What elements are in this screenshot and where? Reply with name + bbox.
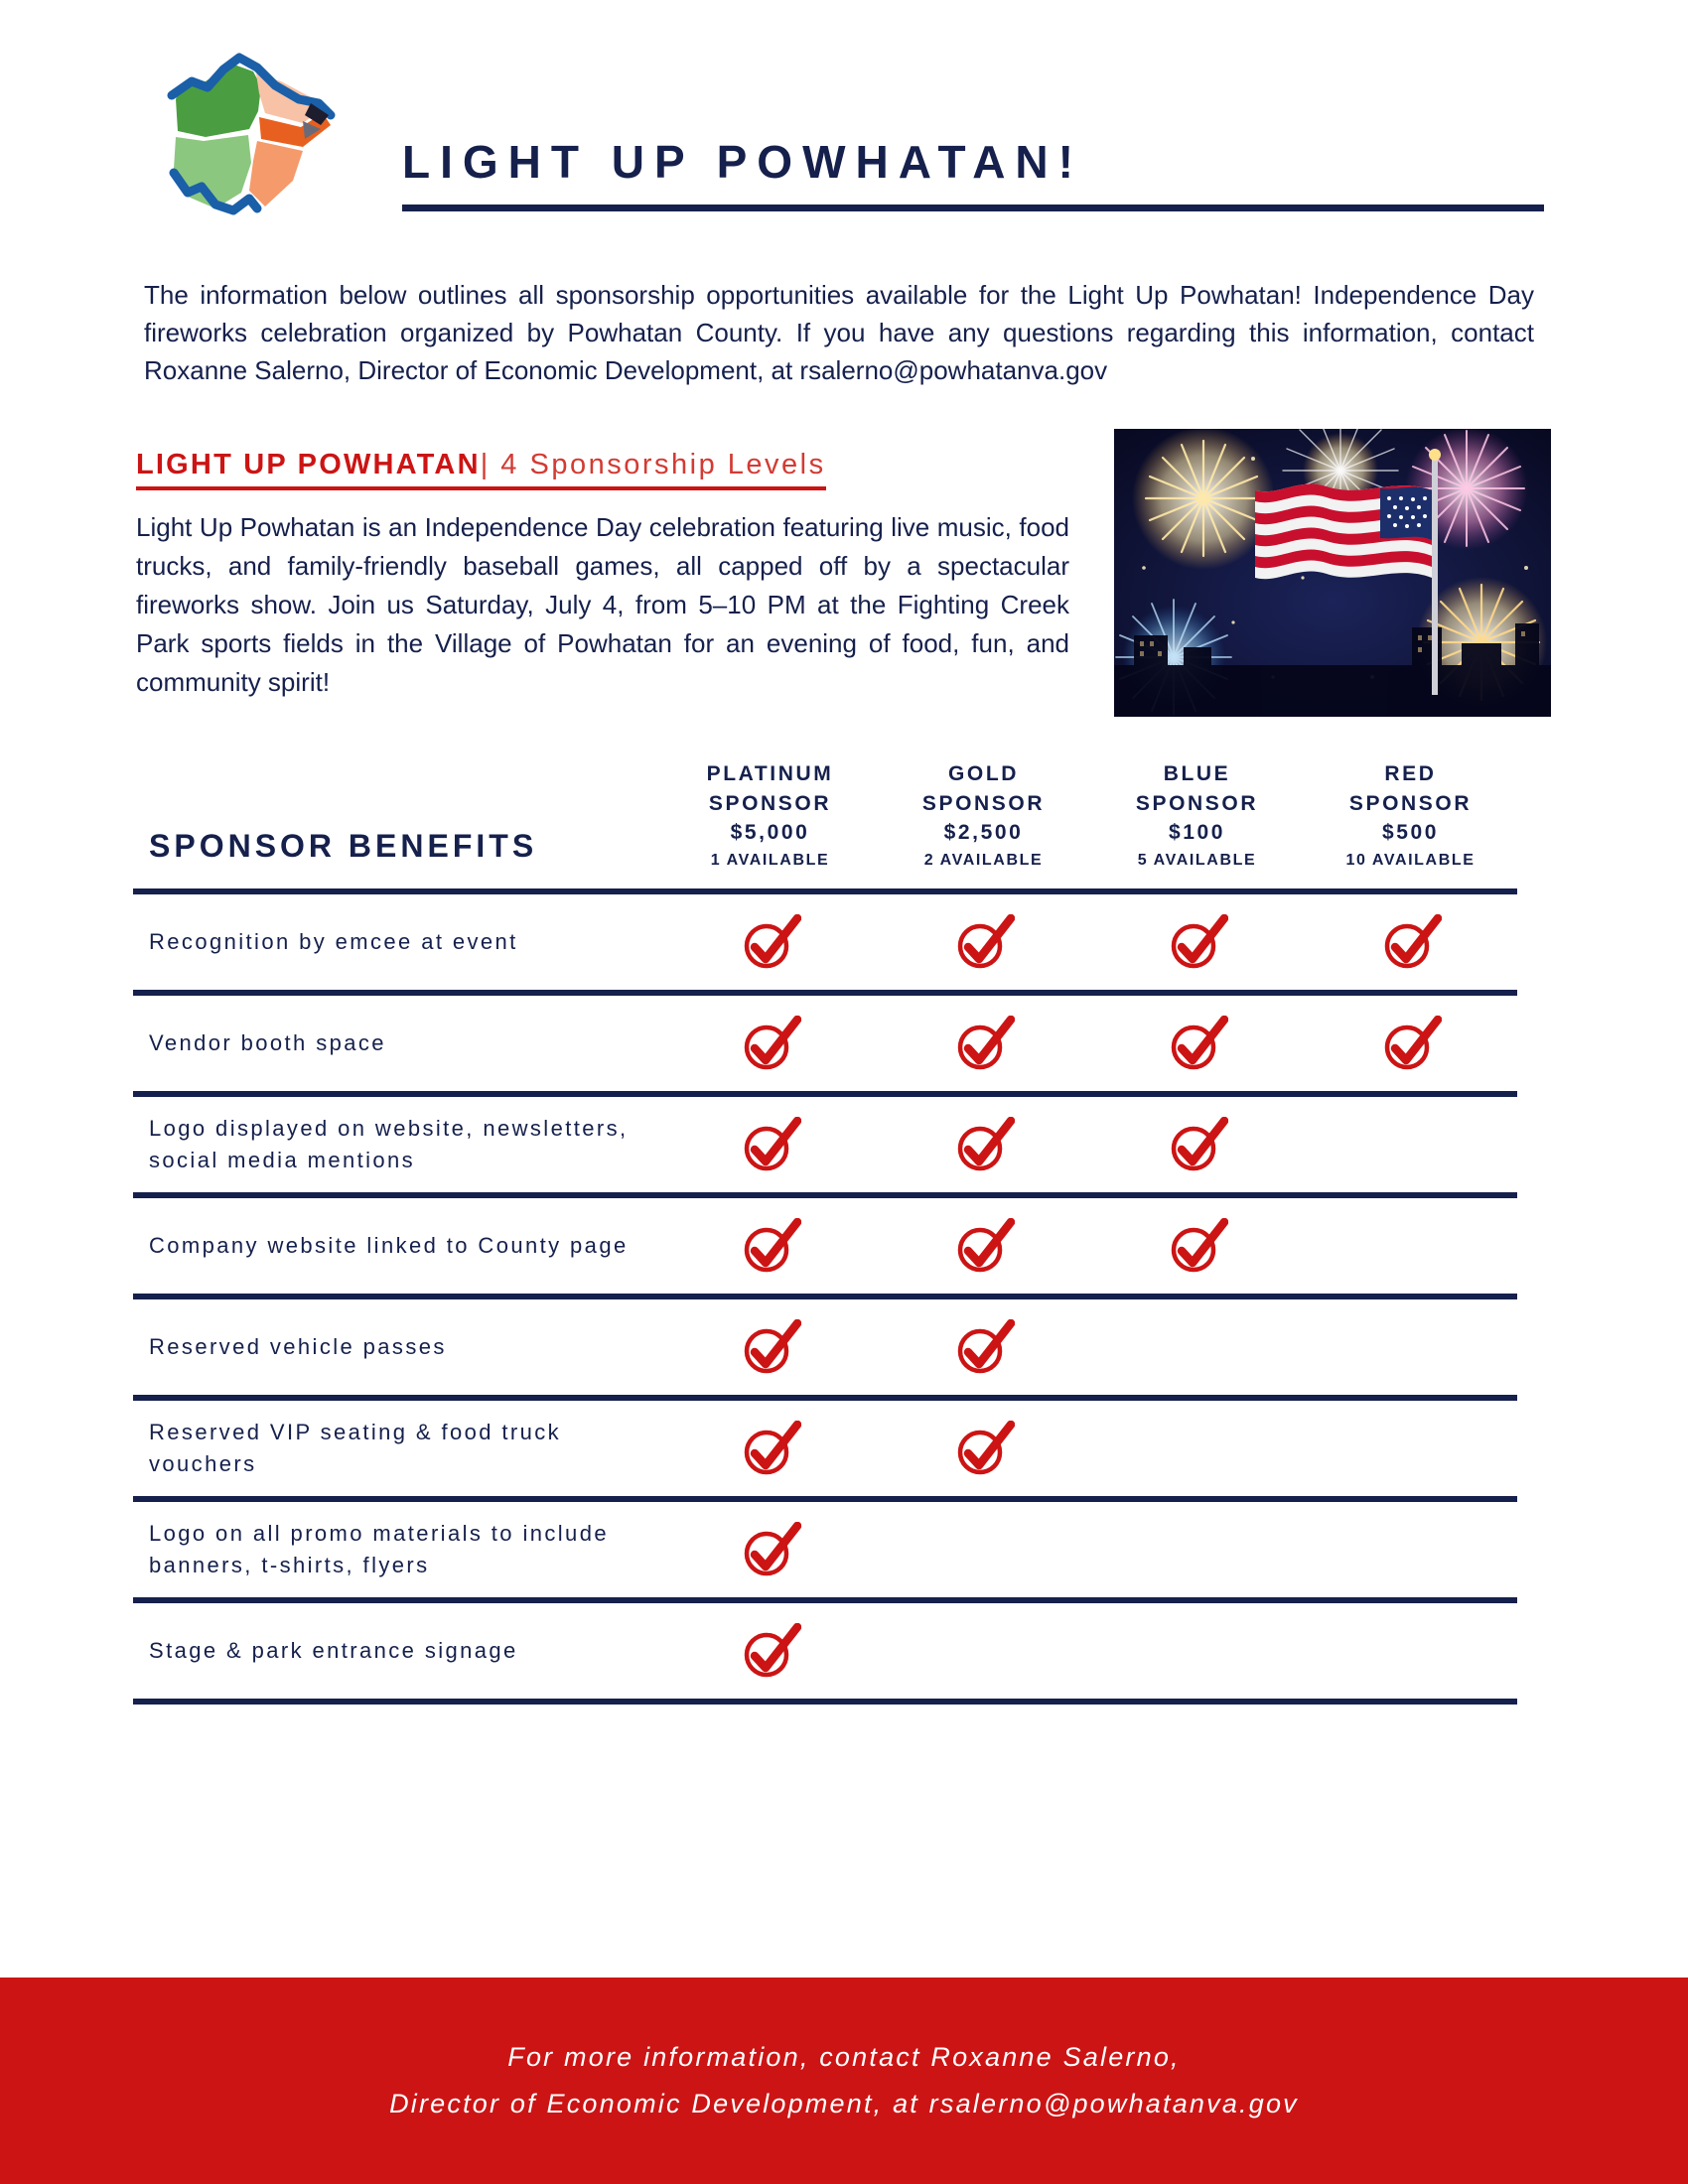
title-divider	[402, 205, 1544, 211]
page-header	[0, 0, 1688, 248]
tier-sponsor-label: SPONSOR	[921, 791, 1046, 815]
tier-availability: 5 AVAILABLE	[1137, 852, 1257, 870]
checkmark-icon	[1167, 914, 1228, 970]
benefit-cell	[1304, 1319, 1517, 1375]
table-row	[133, 1603, 1517, 1699]
benefit-cell	[877, 1319, 1090, 1375]
benefit-cell	[1304, 1218, 1517, 1274]
benefit-label: Logo on all promo materials to include banners, t-shirts, flyers	[149, 1521, 609, 1577]
benefit-cell	[1090, 1522, 1304, 1577]
tier-price: $2,500	[943, 821, 1024, 845]
footer-line-2: Director of Economic Development, at rsalerno@powhatanva.gov	[389, 2089, 1299, 2118]
checkmark-icon	[1167, 1016, 1228, 1071]
benefit-cell	[663, 1522, 877, 1577]
checkmark-icon	[1167, 1218, 1228, 1274]
tier-sponsor-label: SPONSOR	[1348, 791, 1473, 815]
benefit-cell	[877, 1623, 1090, 1679]
benefit-cell	[663, 1117, 877, 1172]
benefit-cell	[1304, 1623, 1517, 1679]
benefit-cell	[1090, 1421, 1304, 1476]
page-title: LIGHT UP POWHATAN!	[402, 136, 1083, 188]
benefit-cell	[1090, 1218, 1304, 1274]
benefit-cell	[1090, 1016, 1304, 1071]
benefit-cell	[1304, 1421, 1517, 1476]
checkmark-icon	[740, 914, 801, 970]
benefit-cell	[877, 1117, 1090, 1172]
benefit-cell	[663, 1218, 877, 1274]
table-row	[133, 996, 1517, 1091]
title-block	[402, 136, 1554, 211]
benefit-label: Recognition by emcee at event	[149, 929, 518, 955]
tier-header-gold	[877, 759, 1090, 888]
row-divider	[133, 1699, 1517, 1705]
checkmark-icon	[953, 1218, 1015, 1274]
benefits-column-header: SPONSOR BENEFITS	[149, 828, 538, 864]
intro-paragraph: The information below outlines all sponsorship opportunities available for the Light Up Powhatan! Independence Day fireworks celebration organized by Powhatan County. If you have any questions regarding this information, contact Roxanne Salerno, Director of Economic Development, at rsalerno@powhatanva.gov	[144, 280, 1534, 386]
sponsor-benefits-table	[133, 735, 1517, 1705]
benefit-cell	[1090, 1117, 1304, 1172]
benefit-cell	[1090, 914, 1304, 970]
table-row	[133, 1299, 1517, 1395]
tier-availability: 1 AVAILABLE	[710, 852, 830, 870]
benefit-cell	[1304, 1016, 1517, 1071]
tier-name: RED	[1384, 761, 1437, 785]
benefit-cell	[877, 1016, 1090, 1071]
checkmark-icon	[1380, 914, 1442, 970]
table-header-row	[133, 735, 1517, 888]
checkmark-icon	[740, 1218, 801, 1274]
footer-line-1: For more information, contact Roxanne Salerno,	[507, 2041, 1181, 2072]
about-heading	[136, 449, 826, 490]
table-row	[133, 1502, 1517, 1597]
benefit-label: Company website linked to County page	[149, 1233, 629, 1259]
checkmark-icon	[740, 1319, 801, 1375]
checkmark-icon	[953, 1016, 1015, 1071]
table-row	[133, 1198, 1517, 1294]
checkmark-icon	[740, 1016, 801, 1071]
page-footer	[0, 1978, 1688, 2184]
benefit-cell	[1304, 914, 1517, 970]
about-heading-bold: LIGHT UP POWHATAN	[136, 449, 481, 480]
tier-sponsor-label: SPONSOR	[1135, 791, 1259, 815]
checkmark-icon	[1167, 1117, 1228, 1172]
tier-name: PLATINUM	[706, 761, 834, 785]
benefit-cell	[663, 1016, 877, 1071]
about-heading-light: | 4 Sponsorship Levels	[480, 449, 826, 480]
benefit-cell	[663, 1319, 877, 1375]
benefit-cell	[663, 1421, 877, 1476]
benefit-cell	[877, 1522, 1090, 1577]
tier-price: $100	[1168, 821, 1226, 845]
checkmark-icon	[953, 1421, 1015, 1476]
tier-sponsor-label: SPONSOR	[708, 791, 832, 815]
benefit-cell	[1090, 1623, 1304, 1679]
checkmark-icon	[740, 1623, 801, 1679]
about-body: Light Up Powhatan is an Independence Day celebration featuring live music, food trucks, and family-friendly baseball games, all capped off by a spectacular fireworks show. Join us Saturday, July 4, from 5–10 PM at the Fighting Creek Park sports fields in the Village of Powhatan for an evening of food, fun, and community spirit!	[136, 512, 1069, 697]
tier-name: GOLD	[947, 761, 1020, 785]
benefit-label: Stage & park entrance signage	[149, 1638, 518, 1664]
benefit-cell	[663, 1623, 877, 1679]
table-row	[133, 894, 1517, 990]
checkmark-icon	[740, 1522, 801, 1577]
benefit-cell	[1304, 1522, 1517, 1577]
fireworks-with-american-flag-photo	[1114, 429, 1551, 717]
tier-name: BLUE	[1163, 761, 1231, 785]
footer-contact-text	[389, 2034, 1299, 2128]
checkmark-icon	[953, 1319, 1015, 1375]
benefit-label: Reserved VIP seating & food truck vouchers	[149, 1420, 562, 1476]
table-row	[133, 1097, 1517, 1192]
tier-header-blue	[1090, 759, 1304, 888]
table-body	[133, 888, 1517, 1705]
tier-availability: 2 AVAILABLE	[923, 852, 1044, 870]
benefit-cell	[663, 914, 877, 970]
benefit-label: Vendor booth space	[149, 1030, 386, 1056]
tier-header-platinum	[663, 759, 877, 888]
benefit-cell	[1304, 1117, 1517, 1172]
benefit-label: Logo displayed on website, newsletters, social media mentions	[149, 1116, 629, 1172]
tier-availability: 10 AVAILABLE	[1345, 852, 1476, 870]
powhatan-county-map-logo-icon	[154, 42, 392, 225]
benefit-cell	[877, 1421, 1090, 1476]
checkmark-icon	[953, 914, 1015, 970]
tier-header-red	[1304, 759, 1517, 888]
checkmark-icon	[740, 1117, 801, 1172]
checkmark-icon	[1380, 1016, 1442, 1071]
benefit-cell	[877, 914, 1090, 970]
benefit-cell	[1090, 1319, 1304, 1375]
tier-price: $500	[1381, 821, 1440, 845]
benefit-label: Reserved vehicle passes	[149, 1334, 447, 1360]
tier-price: $5,000	[730, 821, 810, 845]
table-row	[133, 1401, 1517, 1496]
checkmark-icon	[953, 1117, 1015, 1172]
about-section	[136, 449, 1079, 702]
checkmark-icon	[740, 1421, 801, 1476]
benefit-cell	[877, 1218, 1090, 1274]
